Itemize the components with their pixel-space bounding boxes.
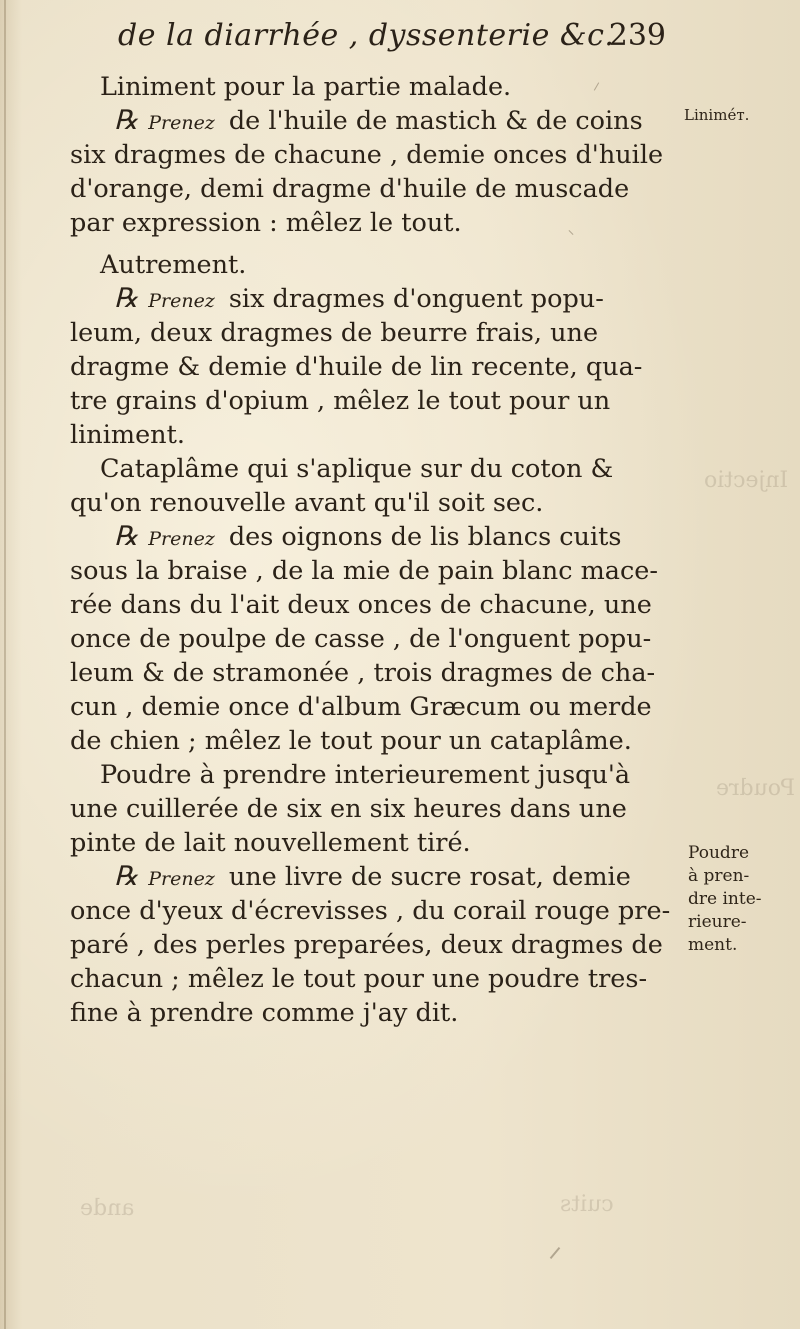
text-line: tre grains d'opium , mêlez le tout pour un (70, 386, 611, 416)
paper-speck (550, 1247, 561, 1259)
text-line: chacun ; mêlez le tout pour une poudre tres- (70, 964, 648, 994)
text-line: de chien ; mêlez le tout pour un cataplâme. (70, 726, 632, 756)
text-line: par expression : mêlez le tout. (70, 208, 462, 238)
margin-note-liniment: Liniméт. (684, 106, 750, 124)
text-line: une cuillerée de six en six heures dans une (70, 794, 627, 824)
text-line: liniment. (70, 420, 185, 450)
text-line: Autrement. (100, 250, 247, 280)
text-line: ℞ Prenez une livre de sucre rosat, demie (114, 861, 631, 892)
page-gutter-edge (4, 0, 6, 1329)
text-line: fine à prendre comme j'ay dit. (70, 998, 459, 1028)
margin-note-poudre: Poudre à pren- dre inte- rieure- ment. (688, 843, 762, 955)
prenez-label: Prenez (148, 112, 215, 134)
text-line: once d'yeux d'écrevisses , du corail rouge pre- (70, 896, 671, 926)
prenez-label: Prenez (148, 868, 215, 890)
text-line: Liniment pour la partie malade. (100, 72, 512, 102)
text-line: leum, deux dragmes de beurre frais, une (70, 318, 599, 348)
bleed-through-text: Injectio (704, 468, 789, 493)
bleed-through-text: ande (80, 1196, 135, 1221)
recipe-symbol: ℞ (114, 861, 139, 892)
page-header (118, 18, 678, 68)
text-line: qu'on renouvelle avant qu'il soit sec. (70, 488, 544, 518)
recipe-symbol: ℞ (114, 283, 139, 314)
text-line: once de poulpe de casse , de l'onguent popu- (70, 624, 652, 654)
text-line: dragme & demie d'huile de lin recente, qua- (70, 352, 643, 382)
page-number: 239 (608, 18, 666, 53)
paper-speck (569, 230, 574, 235)
paper-speck (594, 82, 599, 90)
text-line: pinte de lait nouvellement tiré. (70, 828, 471, 858)
text-line: Poudre à prendre interieurement jusqu'à (100, 760, 631, 790)
text-line: ℞ Prenez de l'huile de mastich & de coins (114, 105, 643, 136)
prenez-label: Prenez (148, 290, 215, 312)
text-line: paré , des perles preparées, deux dragmes de (70, 930, 663, 960)
text-line: d'orange, demi dragme d'huile de muscade (70, 174, 630, 204)
text-line: cun , demie once d'album Græcum ou merde (70, 692, 652, 722)
text-line: ℞ Prenez des oignons de lis blancs cuits (114, 521, 622, 552)
prenez-label: Prenez (148, 528, 215, 550)
recipe-symbol: ℞ (114, 105, 139, 136)
text-line: six dragmes de chacune , demie onces d'huile (70, 140, 664, 170)
text-line: leum & de stramonée , trois dragmes de cha- (70, 658, 656, 688)
text-line: sous la braise , de la mie de pain blanc mace- (70, 556, 658, 586)
recipe-symbol: ℞ (114, 521, 139, 552)
text-line: ℞ Prenez six dragmes d'onguent popu- (114, 283, 604, 314)
bleed-through-text: cuits (560, 1192, 614, 1217)
bleed-through-text: Poudre (716, 776, 795, 801)
running-title: de la diarrhée , dyssenterie &c. (118, 18, 615, 53)
text-line: rée dans du l'ait deux onces de chacune, une (70, 590, 652, 620)
text-line: Cataplâme qui s'aplique sur du coton & (100, 454, 614, 484)
